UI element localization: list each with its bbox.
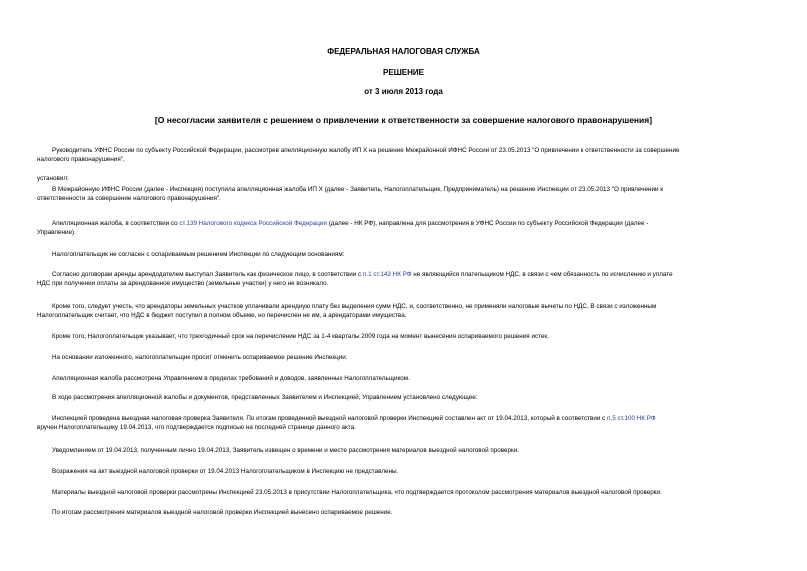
text-line <box>37 414 807 423</box>
text-line: Материалы выездной налоговой проверки рассмотрены Инспекцией 23.05.2013 в присутствии Налогоплательщика, что подтверждается протоколом рассмотрения материалов выездной налоговой проверки. <box>52 489 662 496</box>
paragraph-14 <box>37 467 807 476</box>
text-line: Возражения на акт выездной налоговой проверки от 19.04.2013 Налогоплательщиком в Инспекцию не представлены. <box>52 468 399 475</box>
law-link-p5[interactable]: п.5 <box>607 415 616 422</box>
law-link-art139[interactable]: ст.139 Налогового кодекса Российской Федерации <box>179 220 327 227</box>
text-line: налогового правонарушения", <box>37 156 125 163</box>
text-segment: (далее - НК РФ), направлена для рассмотрения в УФНС России по субъекту Российской Федерации (далее - <box>326 220 649 227</box>
text-line: Кроме того, следует учесть, что арендаторы земельных участков уплачивали арендную плату без выделения сумм НДС, и, соответственно, не применяли налоговые вычеты по НДС. В связи с изложенным <box>52 303 657 310</box>
org-title: ФЕДЕРАЛЬНАЯ НАЛОГОВАЯ СЛУЖБА <box>327 47 480 56</box>
paragraph-16 <box>37 508 807 517</box>
text-segment: Инспекцией проведена выездная налоговая проверка Заявителя. По итогам проведенной выездной налоговой проверки Инспекцией составлен акт от 19.04.2013, который в соответствии с <box>52 415 608 422</box>
law-link-art100[interactable]: ст.100 НК РФ <box>617 415 656 422</box>
text-line: ответственности за совершение налогового правонарушения". <box>37 195 221 202</box>
paragraph-6 <box>37 270 807 288</box>
text-line: Уведомлением от 19.04.2013, полученным лично 19.04.2013, Заявитель извещен о времени и месте рассмотрения материалов выездной налоговой проверки. <box>52 447 520 454</box>
doc-subject: [О несогласии заявителя с решением о привлечении к ответственности за совершение налогового правонарушения] <box>154 115 653 125</box>
text-line: Апелляционная жалоба рассмотрена Управлением в пределах требований и доводов, заявленных Налогоплательщиком. <box>52 375 410 382</box>
text-segment: Согласно договорам аренды арендодателем выступал Заявитель как физическое лицо, в соответствии с <box>52 271 363 278</box>
paragraph-5 <box>37 250 807 259</box>
text-line: Кроме того, Налогоплательщик указывает, что трехгодичный срок на перечисление НДС за 1-4 кварталы 2009 года на момент вынесения оспариваемого решения истек. <box>52 333 549 340</box>
text-line <box>37 270 807 279</box>
paragraph-3 <box>37 185 807 203</box>
paragraph-1 <box>37 146 807 164</box>
doc-date: от 3 июля 2013 года <box>364 87 443 96</box>
paragraph-13 <box>37 446 807 455</box>
text-line: На основании изложенного, налогоплательщик просит отменить оспариваемое решение Инспекции. <box>52 354 348 361</box>
text-line: установил: <box>37 175 69 182</box>
text-segment: не являющийся плательщиком НДС, в связи с чем обязанность по исчислению и уплате <box>411 271 673 278</box>
text-line: В ходе рассмотрения апелляционной жалобы и документов, представленных Заявителем и Инспекцией, Управлением установлено следующее: <box>52 394 478 401</box>
doc-type-title: РЕШЕНИЕ <box>383 68 424 77</box>
text-line <box>37 219 807 228</box>
paragraph-9 <box>37 353 807 362</box>
text-line: вручен Налогоплательщику 19.04.2013, что подтверждается подписью на последней странице данного акта. <box>37 424 356 431</box>
paragraph-2 <box>37 174 807 183</box>
text-line: В Межрайонную ИФНС России (далее - Инспекция) поступила апелляционная жалоба ИП Х (далее - Заявитель, Налогоплательщик, Предприниматель) на решение Инспекции от 23.05.2013 "О привлечении к <box>52 186 664 193</box>
paragraph-10 <box>37 374 807 383</box>
paragraph-12 <box>37 414 807 432</box>
text-segment: Апелляционная жалоба, в соответствии со <box>52 220 180 227</box>
text-line: По итогам рассмотрения материалов выездной налоговой проверки Инспекцией вынесено оспариваемое решение. <box>52 509 393 516</box>
paragraph-15 <box>37 488 807 497</box>
text-line: Налогоплательщик считает, что НДС в бюджет поступил в полном объеме, но перечислен не им, а арендаторами имущества. <box>37 312 407 319</box>
text-line: Управление). <box>37 229 76 236</box>
text-line: Руководитель УФНС России по субъекту Российской Федерации, рассмотрев апелляционную жалобу ИП Х на решение Межрайонной ИФНС России от 23.05.2013 "О привлечении к ответственности за совершение <box>52 147 680 154</box>
paragraph-8 <box>37 332 807 341</box>
paragraph-4 <box>37 219 807 237</box>
law-link-art143[interactable]: п.1 ст.143 НК РФ <box>362 271 412 278</box>
text-line: НДС при получении оплаты за арендованное имущество (земельные участки) у него не возникало. <box>37 280 329 287</box>
paragraph-11 <box>37 393 807 402</box>
paragraph-7 <box>37 302 807 320</box>
text-line: Налогоплательщик не согласен с оспариваемым решением Инспекции по следующим основаниям: <box>52 251 345 258</box>
